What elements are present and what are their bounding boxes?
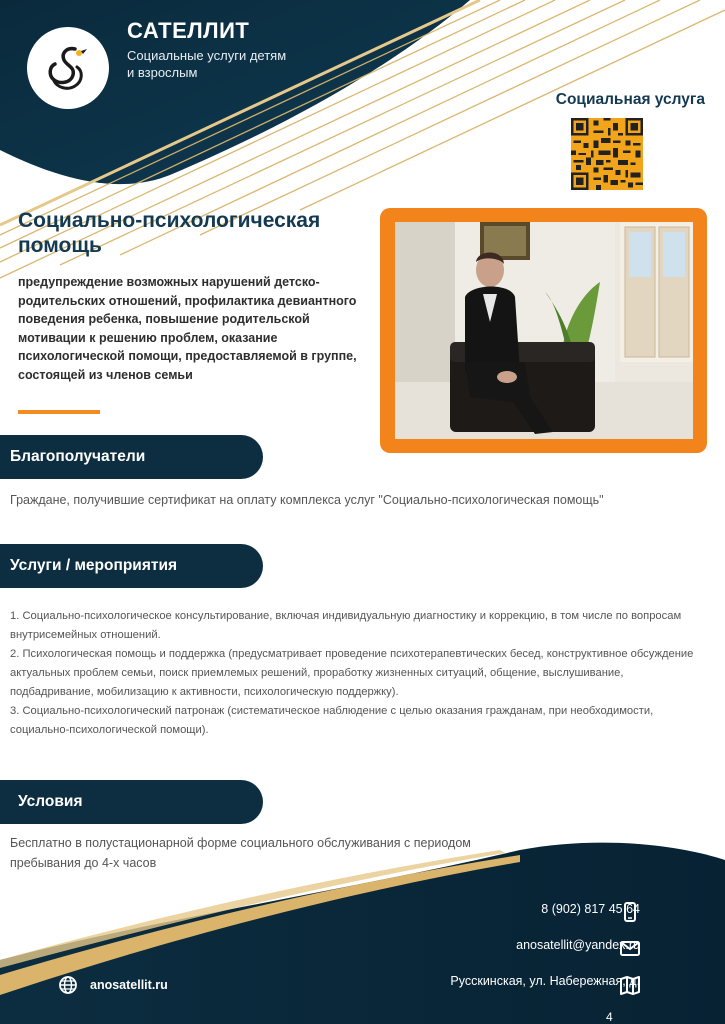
address-text: Русскинская, ул. Набережная, д. — [450, 974, 640, 988]
map-icon — [619, 974, 641, 996]
services-list — [10, 607, 710, 740]
conditions-heading: Условия — [0, 780, 263, 824]
beneficiaries-text: Граждане, получившие сертификат на оплату комплекса услуг "Социально-психологическая помощь" — [10, 493, 604, 507]
page-title: Социально-психологическая помощь — [18, 209, 321, 257]
page-number: 4 — [606, 1010, 613, 1024]
brand-tagline: Социальные услуги детям и взрослым — [127, 48, 287, 80]
website-link[interactable] — [58, 975, 168, 995]
mail-icon — [619, 937, 641, 959]
title-underline — [18, 410, 100, 414]
globe-icon — [58, 975, 78, 995]
contact-address[interactable] — [450, 974, 640, 988]
website-text: anosatellit.ru — [90, 978, 168, 992]
brand-logo — [27, 27, 109, 109]
email-text: anosatellit@yandex.ru — [516, 938, 640, 952]
list-item: 1. Социально-психологическое консультирование, включая индивидуальную диагностику и коррекцию, в том числе по вопросам внутрисемейных отношений. — [10, 610, 682, 641]
service-label: Социальная услуга — [555, 91, 705, 108]
beneficiaries-heading: Благополучатели — [0, 435, 263, 479]
phone-text: 8 (902) 817 45 64 — [541, 902, 640, 916]
phone-icon — [619, 901, 641, 923]
list-item: 2. Психологическая помощь и поддержка (предусматривает проведение психотерапевтических бесед, конструктивное обсуждение актуальных проблем семьи, поиск приемлемых решений, проработку жизненных ситуаций, общение, выслушивание, подбадривание, мобилизацию к активности, психологическую поддержку). — [10, 648, 694, 698]
qr-code-icon[interactable] — [571, 118, 643, 190]
service-description: предупреждение возможных нарушений детско-родительских отношений, профилактика девиантного поведения ребенка, повышение родительской мотивации к решению проблем, оказание психологической помощи, предоставляемой в группе, состоящей из членов семьи — [18, 275, 357, 382]
conditions-text: Бесплатно в полустационарной форме социального обслуживания с периодом пребывания до 4-х часов — [10, 836, 471, 870]
brand-name: САТЕЛЛИТ — [127, 18, 250, 43]
services-heading: Услуги / мероприятия — [0, 544, 263, 588]
swan-logo-icon — [37, 37, 99, 99]
psychologist-photo — [395, 222, 693, 439]
list-item: 3. Социально-психологический патронаж (систематическое наблюдение с целью оказания гражданам, при необходимости, социально-психологической помощи). — [10, 705, 654, 736]
